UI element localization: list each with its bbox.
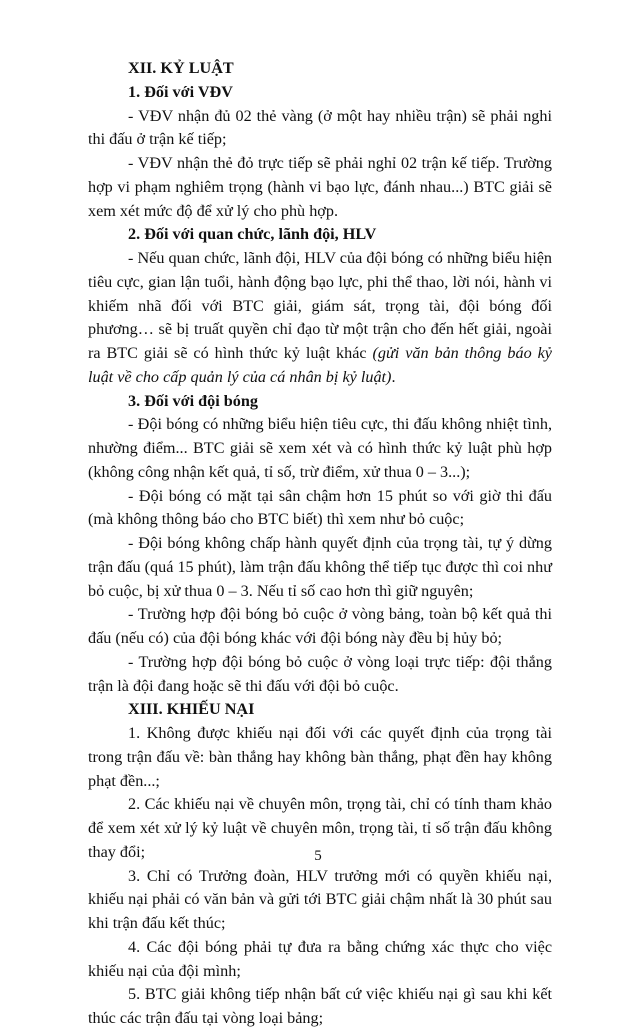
paragraph [88, 247, 552, 390]
paragraph: 2. Các khiếu nại về chuyên môn, trọng tài, chỉ có tính tham khảo để xem xét xử lý kỷ luật về chuyên môn, trọng tài, tỉ số trận đấu không thay đổi; [88, 795, 552, 861]
section-title-khieu-nai: XIII. KHIẾU NẠI [128, 700, 255, 719]
page-number: 5 [314, 848, 322, 864]
paragraph: - VĐV nhận thẻ đỏ trực tiếp sẽ phải nghỉ 02 trận kế tiếp. Trường hợp vi phạm nghiêm trọng (hành vi bạo lực, đánh nhau...) BTC giải sẽ xem xét mức độ để xử lý cho phù hợp. [88, 154, 552, 220]
paragraph: - Trường hợp đội bóng bỏ cuộc ở vòng bảng, toàn bộ kết quả thi đấu (nếu có) của đội bóng khác với đội bóng này đều bị hủy bỏ; [88, 605, 552, 647]
paragraph-text: - Nếu quan chức, lãnh đội, HLV của đội bóng có những biểu hiện tiêu cực, gian lận tuổi, hành động bạo lực, phi thể thao, lời nói, hành vi khiếm nhã đối với BTC giải, giám sát, trọng tài, đội bóng đối phương… sẽ bị truất quyền chỉ đạo từ một trận cho đến hết giải, ngoài ra BTC giải sẽ có hình thức kỷ luật khác [88, 249, 552, 362]
section-title-ky-luat: XII. KỶ LUẬT [128, 59, 234, 77]
subheading-vdv: 1. Đối với VĐV [128, 82, 233, 101]
paragraph-italic-note: (gửi văn bản thông báo kỷ luật về cho cấp quản lý của cá nhân bị kỷ luật) [88, 344, 552, 386]
paragraph: - Đội bóng có những biểu hiện tiêu cực, thi đấu không nhiệt tình, nhường điểm... BTC giải sẽ xem xét và có hình thức kỷ luật phù hợp (không công nhận kết quả, tỉ số, trừ điểm, xử thua 0 – 3...); [88, 415, 552, 481]
paragraph: - Trường hợp đội bóng bỏ cuộc ở vòng loại trực tiếp: đội thắng trận là đội đang hoặc sẽ thi đấu với đội bỏ cuộc. [88, 652, 552, 695]
subheading-doi-bong: 3. Đối với đội bóng [128, 391, 258, 410]
paragraph: 1. Không được khiếu nại đối với các quyết định của trọng tài trong trận đấu về: bàn thắng hay không bàn thắng, phạt đền hay không phạt đền...; [88, 724, 552, 790]
subheading-quan-chuc: 2. Đối với quan chức, lãnh đội, HLV [128, 225, 377, 244]
paragraph: 5. BTC giải không tiếp nhận bất cứ việc khiếu nại gì sau khi kết thúc các trận đấu tại vòng loại bảng; [88, 985, 552, 1027]
paragraph: 4. Các đội bóng phải tự đưa ra bằng chứng xác thực cho việc khiếu nại của đội mình; [88, 937, 552, 980]
paragraph: - VĐV nhận đủ 02 thẻ vàng (ở một hay nhiều trận) sẽ phải nghi thi đấu ở trận kế tiếp; [88, 106, 552, 149]
paragraph: 3. Chỉ có Trưởng đoàn, HLV trưởng mới có quyền khiếu nại, khiếu nại phải có văn bản và gửi tới BTC giải chậm nhất là 30 phút sau khi trận đấu kết thúc; [88, 866, 552, 932]
paragraph: - Đội bóng có mặt tại sân chậm hơn 15 phút so với giờ thi đấu (mà không thông báo cho BTC biết) thì xem như bỏ cuộc; [88, 486, 552, 529]
paragraph-end: . [391, 367, 396, 386]
document-page [88, 57, 552, 1031]
paragraph: - Đội bóng không chấp hành quyết định của trọng tài, tự ý dừng trận đấu (quá 15 phút), làm trận đấu không thể tiếp tục được thì coi như bỏ cuộc, bị xử thua 0 – 3. Nếu tỉ số cao hơn thì giữ nguyên; [88, 534, 552, 600]
